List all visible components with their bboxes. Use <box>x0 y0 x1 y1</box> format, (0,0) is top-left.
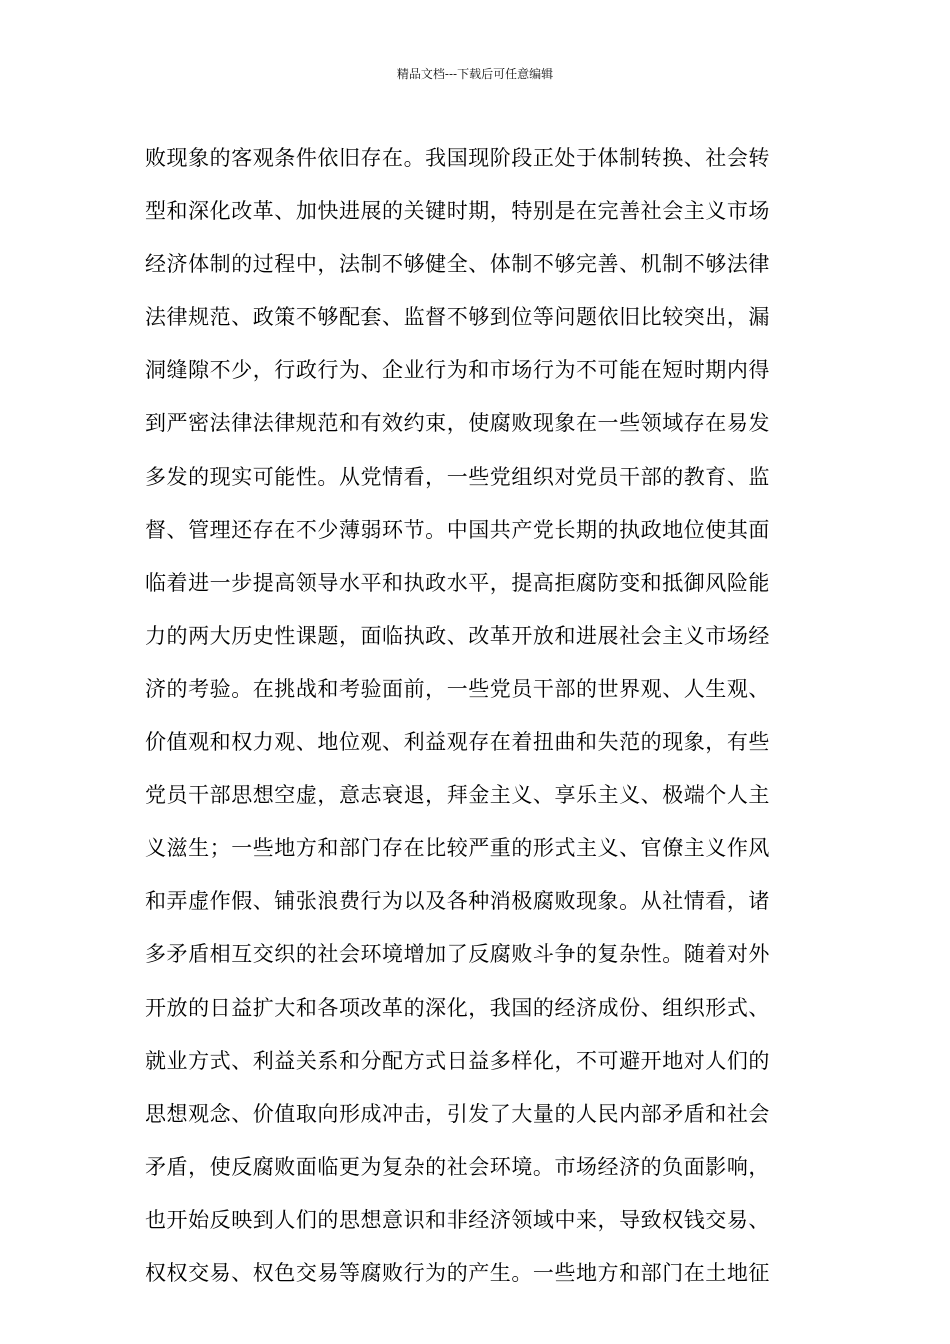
text-line: 经济体制的过程中，法制不够健全、体制不够完善、机制不够法律 <box>145 252 770 277</box>
text-line: 党员干部思想空虚，意志衰退，拜金主义、享乐主义、极端个人主 <box>145 783 770 808</box>
text-line: 义滋生；一些地方和部门存在比较严重的形式主义、官僚主义作风 <box>145 836 770 861</box>
text-line: 败现象的客观条件依旧存在。我国现阶段正处于体制转换、社会转 <box>145 146 770 170</box>
text-line: 型和深化改革、加快进展的关键时期，特别是在完善社会主义市场 <box>145 199 770 224</box>
text-line: 力的两大历史性课题，面临执政、改革开放和进展社会主义市场经 <box>145 623 770 648</box>
document-body <box>145 132 815 1300</box>
text-line: 法律规范、政策不够配套、监督不够到位等问题依旧比较突出，漏 <box>145 305 770 330</box>
text-line: 思想观念、价值取向形成冲击，引发了大量的人民内部矛盾和社会 <box>145 1101 770 1126</box>
text-line: 和弄虚作假、铺张浪费行为以及各种消极腐败现象。从社情看，诸 <box>145 889 770 914</box>
text-line: 多矛盾相互交织的社会环境增加了反腐败斗争的复杂性。随着对外 <box>145 942 770 967</box>
text-line: 开放的日益扩大和各项改革的深化，我国的经济成份、组织形式、 <box>145 995 770 1020</box>
text-line: 矛盾，使反腐败面临更为复杂的社会环境。市场经济的负面影响， <box>145 1154 770 1179</box>
text-line: 就业方式、利益关系和分配方式日益多样化，不可避开地对人们的 <box>145 1048 770 1073</box>
text-line: 督、管理还存在不少薄弱环节。中国共产党长期的执政地位使其面 <box>145 517 770 542</box>
text-line: 到严密法律法律规范和有效约束，使腐败现象在一些领域存在易发 <box>145 411 770 436</box>
page-header: 精品文档---下载后可任意编辑 <box>396 67 554 81</box>
text-line: 临着进一步提高领导水平和执政水平，提高拒腐防变和抵御风险能 <box>145 570 770 595</box>
text-line: 价值观和权力观、地位观、利益观存在着扭曲和失范的现象，有些 <box>145 730 770 755</box>
text-line: 权权交易、权色交易等腐败行为的产生。一些地方和部门在土地征 <box>145 1260 770 1285</box>
text-line: 洞缝隙不少，行政行为、企业行为和市场行为不可能在短时期内得 <box>145 358 770 383</box>
text-line: 多发的现实可能性。从党情看，一些党组织对党员干部的教育、监 <box>145 464 770 489</box>
text-line: 也开始反映到人们的思想意识和非经济领域中来，导致权钱交易、 <box>145 1207 770 1232</box>
text-line: 济的考验。在挑战和考验面前，一些党员干部的世界观、人生观、 <box>145 676 770 701</box>
